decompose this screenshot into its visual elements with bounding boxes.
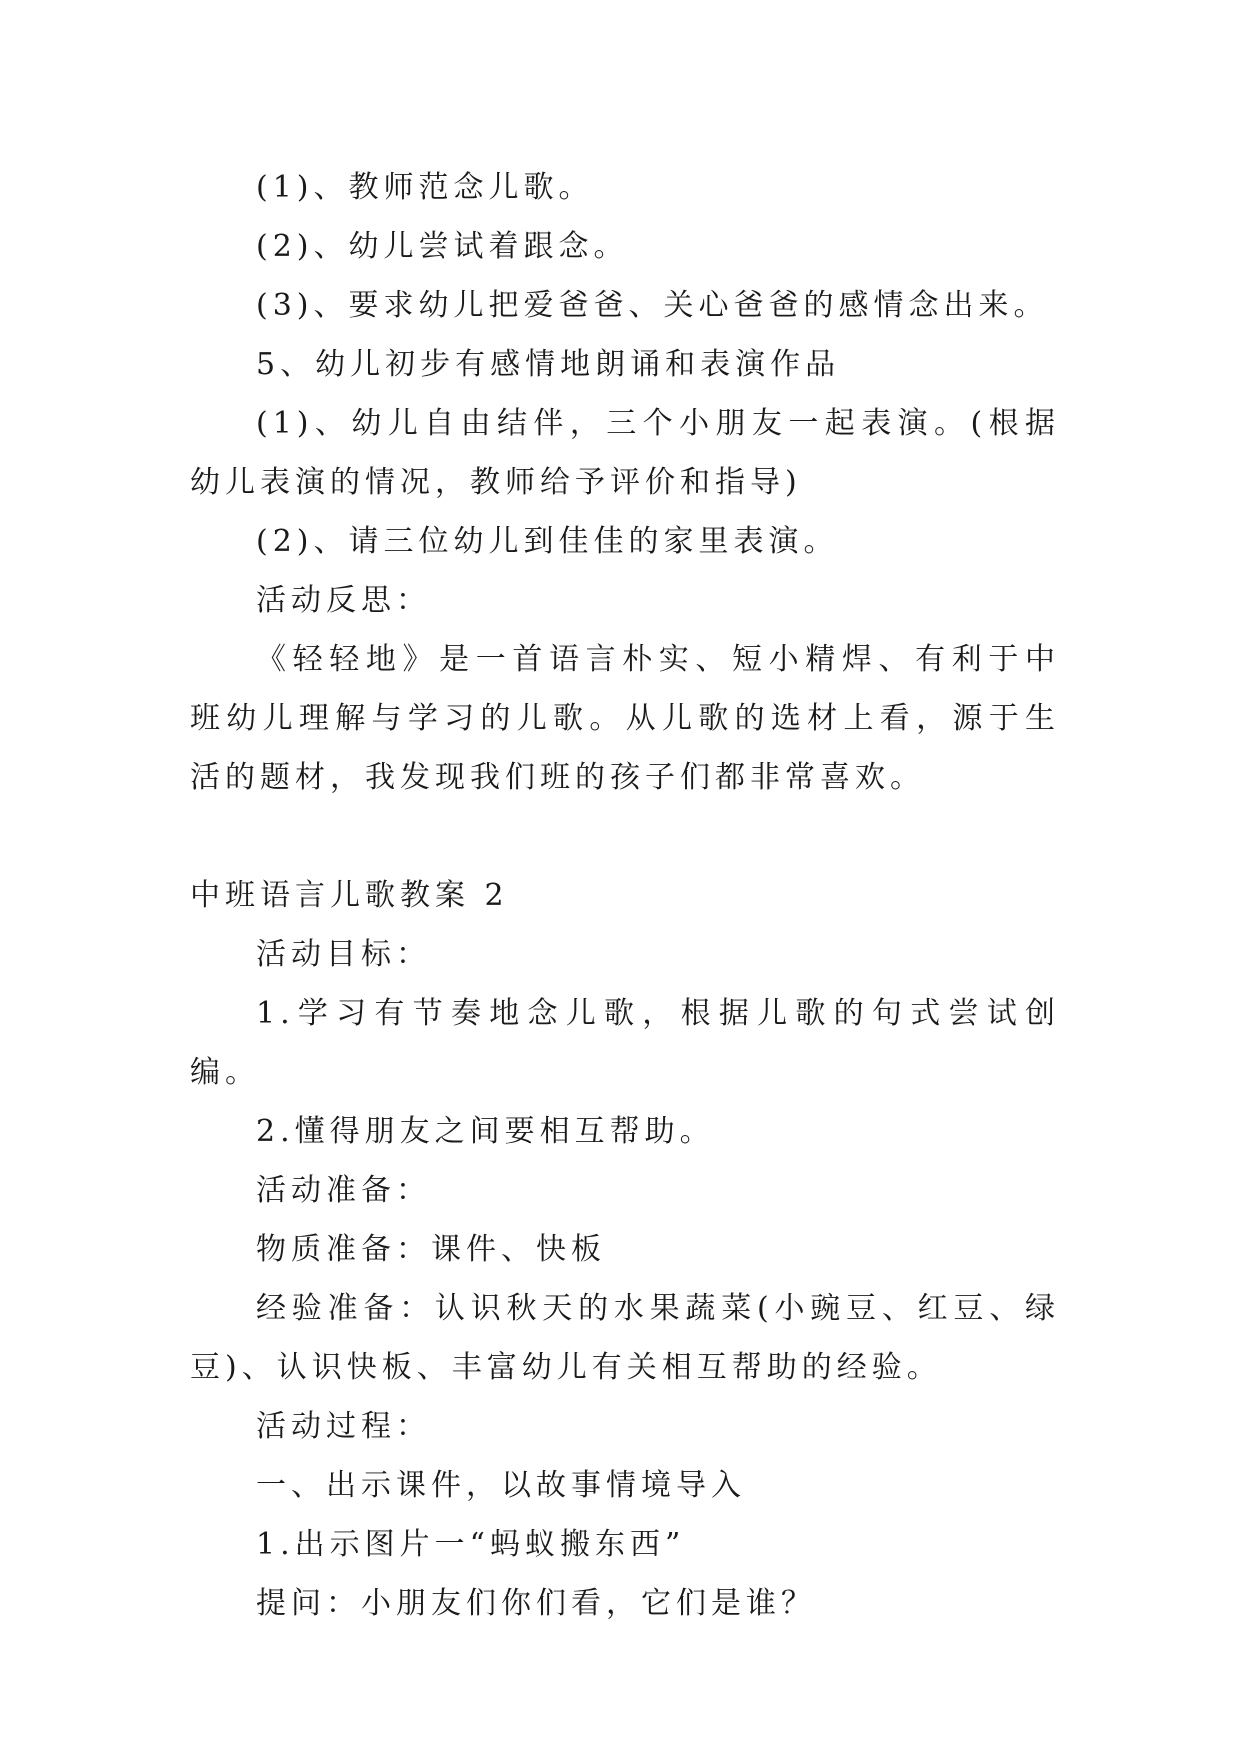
paragraph: (2)、幼儿尝试着跟念。 [256, 229, 629, 264]
paragraph: 《轻轻地》是一首语言朴实、短小精焊、有利于中班幼儿理解与学习的儿歌。从儿歌的选材上看，源于生活的题材，我发现我们班的孩子们都非常喜欢。 [190, 642, 1060, 795]
paragraph: 5、幼儿初步有感情地朗诵和表演作品 [256, 347, 841, 382]
paragraph: 经验准备：认识秋天的水果蔬菜(小豌豆、红豆、绿豆)、认识快板、丰富幼儿有关相互帮助的经验。 [190, 1291, 1060, 1385]
document-body [190, 158, 1060, 1633]
paragraph: 提问：小朋友们你们看，它们是谁？ [256, 1586, 816, 1621]
paragraph: (2)、请三位幼儿到佳佳的家里表演。 [256, 524, 839, 559]
section-title: 中班语言儿歌教案 2 [190, 878, 509, 913]
paragraph: 物质准备：课件、快板 [256, 1232, 606, 1267]
paragraph: 1.出示图片一“蚂蚁搬东西” [256, 1527, 686, 1562]
paragraph: 1.学习有节奏地念儿歌，根据儿歌的句式尝试创编。 [190, 996, 1060, 1090]
paragraph: 活动过程： [256, 1409, 431, 1444]
paragraph: 一、出示课件，以故事情境导入 [256, 1468, 746, 1503]
paragraph: 2.懂得朋友之间要相互帮助。 [256, 1114, 715, 1149]
paragraph: (1)、幼儿自由结伴，三个小朋友一起表演。(根据幼儿表演的情况，教师给予评价和指导) [190, 406, 1060, 500]
paragraph: (1)、教师范念儿歌。 [256, 170, 594, 205]
paragraph: 活动准备： [256, 1173, 431, 1208]
paragraph: 活动目标： [256, 937, 431, 972]
paragraph: (3)、要求幼儿把爱爸爸、关心爸爸的感情念出来。 [256, 288, 1049, 323]
paragraph: 活动反思： [256, 583, 431, 618]
section-spacer [190, 807, 1060, 866]
